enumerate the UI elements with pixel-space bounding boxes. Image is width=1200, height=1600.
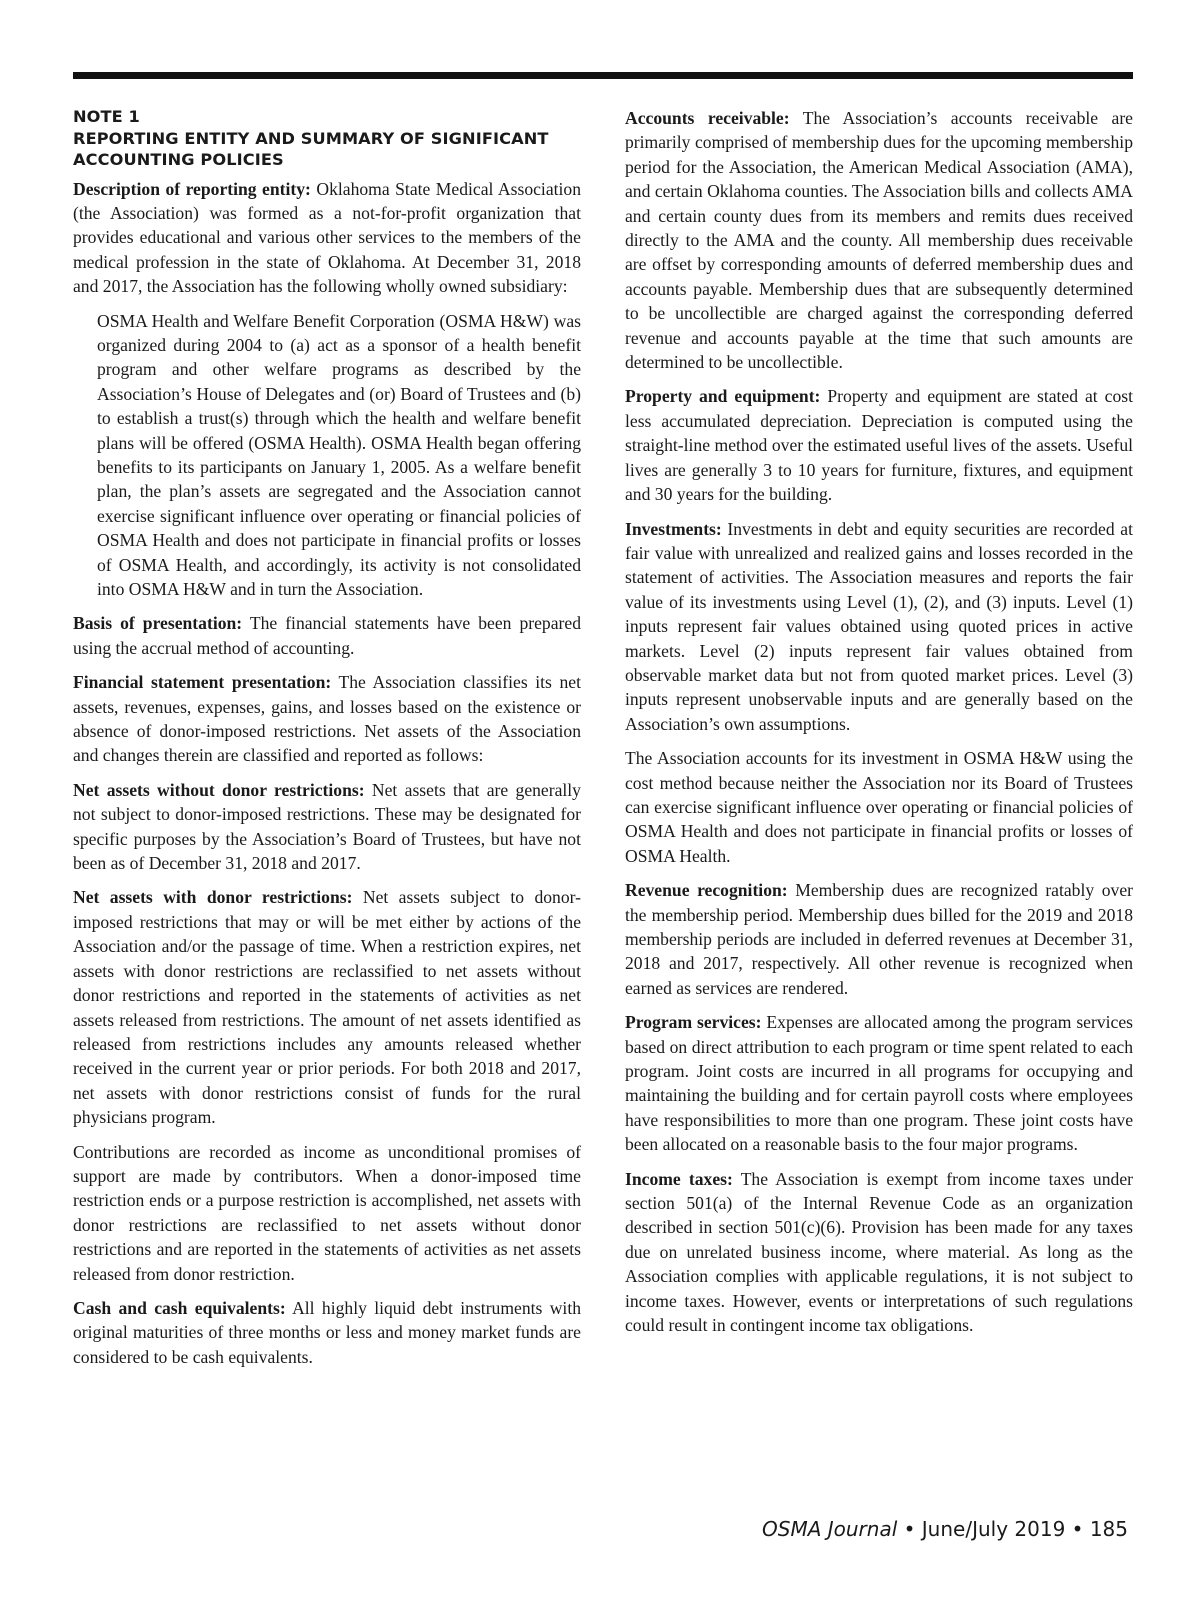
note-title-line2: ACCOUNTING POLICIES	[73, 150, 284, 169]
heading-net-assets-without: Net assets without donor restrictions:	[73, 779, 365, 800]
paragraph-description	[73, 177, 581, 299]
paragraph-net-assets-with	[73, 885, 581, 1129]
heading-net-assets-with: Net assets with donor restrictions:	[73, 887, 353, 908]
text-net-assets-with: Net assets subject to donor-imposed restrictions that may or will be met either by actions of the Association and/or the passage of time. When a restriction expires, net assets with donor restrictions are reclassified to net assets without donor restrictions and reported in the statements of activities as net assets released from restrictions. The amount of net assets identified as released from restrictions includes any amounts released whether received in the current year or prior periods. For both 2018 and 2017, net assets with donor restrictions consist of funds for the rural physicians program.	[73, 887, 582, 1128]
paragraph-investments-cost-method: The Association accounts for its investment in OSMA H&W using the cost method because neither the Association nor its Board of Trustees can exercise significant influence over operating or financial policies of OSMA Health and does not participate in financial profits or losses of OSMA Health.	[625, 748, 1133, 866]
page-number: 185	[1089, 1517, 1128, 1541]
text-investments: Investments in debt and equity securities are recorded at fair value with unrealized and realized gains and losses recorded in the statement of activities. The Association measures and reports the fair value of its investments using Level (1), (2), and (3) inputs. Level (1) inputs represent fair values obtained using quoted prices in active markets. Level (2) inputs represent fair values obtained from observable market data but not from quoted market prices. Level (3) inputs represent unobservable inputs and are generally based on the Association’s own assumptions.	[625, 518, 1133, 734]
note-title-line1: REPORTING ENTITY AND SUMMARY OF SIGNIFICANT	[73, 128, 549, 148]
heading-investments: Investments:	[625, 518, 722, 539]
heading-description: Description of reporting entity:	[73, 178, 311, 199]
top-rule	[73, 72, 1133, 79]
paragraph-revenue-recognition	[625, 878, 1133, 1000]
heading-income-taxes: Income taxes:	[625, 1168, 733, 1189]
left-column	[73, 106, 581, 1379]
heading-program-services: Program services:	[625, 1012, 762, 1033]
paragraph-subsidiary: OSMA Health and Welfare Benefit Corporation (OSMA H&W) was organized during 2004 to (a) act as a sponsor of a health benefit program and other welfare programs as described by the Association’s House of Delegates and (or) Board of Trustees and (b) to establish a trust(s) through which the health and welfare benefit plans will be offered (OSMA Health). OSMA Health began offering benefits to its participants on January 1, 2005. As a welfare benefit plan, the plan’s assets are segregated and the Association cannot exercise significant influence over operating or financial policies of OSMA Health and does not participate in financial profits or losses of OSMA Health, and accordingly, its activity is not consolidated into OSMA H&W and in turn the Association.	[97, 310, 581, 599]
footer-separator: •	[897, 1517, 922, 1541]
note-number: NOTE 1	[73, 107, 140, 126]
paragraph-accounts-receivable	[625, 106, 1133, 374]
heading-cash: Cash and cash equivalents:	[73, 1297, 286, 1318]
footer-separator: •	[1065, 1517, 1090, 1541]
heading-accounts-receivable: Accounts receivable:	[625, 108, 790, 128]
heading-revenue-recognition: Revenue recognition:	[625, 880, 788, 901]
text-program-services: Expenses are allocated among the program services based on direct attribution to each program or time spent related to each program. Joint costs are incurred in all programs for occupying and maintaining the building and for certain payroll costs where employees have responsibilities to more than one program. These joint costs have been allocated on a reasonable basis to the four major programs.	[625, 1012, 1134, 1155]
heading-property-equipment: Property and equipment:	[625, 386, 821, 407]
paragraph-income-taxes	[625, 1167, 1133, 1338]
paragraph-basis	[73, 611, 581, 660]
right-column	[625, 106, 1133, 1348]
heading-financial-statement: Financial statement presentation:	[73, 672, 332, 693]
journal-name: OSMA Journal	[762, 1517, 898, 1541]
text-revenue-recognition: Membership dues are recognized ratably over the membership period. Membership dues billed for the 2019 and 2018 membership periods are included in deferred revenues at December 31, 2018 and 2017, respectively. All other revenue is recognized when earned as services are rendered.	[625, 880, 1133, 998]
paragraph-net-assets-without	[73, 778, 581, 876]
note-heading	[73, 106, 581, 171]
text-basis: The financial statements have been prepared using the accrual method of accounting.	[73, 613, 581, 658]
heading-basis: Basis of presentation:	[73, 613, 243, 634]
paragraph-cash	[73, 1296, 581, 1369]
paragraph-property-equipment	[625, 384, 1133, 506]
text-net-assets-without: Net assets that are generally not subject to donor-imposed restrictions. These may be designated for specific purposes by the Association’s Board of Trustees, but have not been as of December 31, 2018 and 2017.	[73, 779, 581, 874]
text-income-taxes: The Association is exempt from income taxes under section 501(a) of the Internal Revenue Code as an organization described in section 501(c)(6). Provision has been made for any taxes due on unrelated business income, where material. As long as the Association complies with applicable regulations, it is not subject to income taxes. However, events or interpretations of such regulations could result in contingent income tax obligations.	[625, 1168, 1133, 1336]
paragraph-financial-statement	[73, 670, 581, 768]
text-property-equipment: Property and equipment are stated at cost less accumulated depreciation. Depreciation is computed using the straight-line method over the estimated useful lives of the assets. Useful lives are generally 3 to 10 years for furniture, fixtures, and equipment and 30 years for the building.	[625, 386, 1133, 505]
paragraph-investments	[625, 517, 1133, 737]
text-accounts-receivable: The Association’s accounts receivable are primarily comprised of membership dues for the upcoming membership period for the Association, the American Medical Association (AMA), and certain Oklahoma counties. The Association bills and collects AMA and certain county dues from its members and remits dues received directly to the AMA and the county. All membership dues receivable are offset by corresponding amounts of deferred membership dues and accounts payable. Membership dues that are subsequently determined to be uncollectible are charged against the corresponding deferred revenue and accounts payable at the time that such amounts are determined to be uncollectible.	[625, 108, 1133, 373]
text-cash: All highly liquid debt instruments with original maturities of three months or less and money market funds are considered to be cash equivalents.	[73, 1297, 582, 1367]
paragraph-program-services	[625, 1010, 1133, 1156]
text-description: Oklahoma State Medical Association (the Association) was formed as a not-for-profit organization that provides educational and various other services to the members of the medical profession in the state of Oklahoma. At December 31, 2018 and 2017, the Association has the following wholly owned subsidiary:	[73, 178, 581, 297]
text-financial-statement: The Association classifies its net assets, revenues, expenses, gains, and losses based on the existence or absence of donor-imposed restrictions. Net assets of the Association and changes therein are classified and reported as follows:	[73, 672, 581, 766]
paragraph-contributions: Contributions are recorded as income as unconditional promises of support are made by contributors. When a donor-imposed time restriction ends or a purpose restriction is accomplished, net assets with donor restrictions are reclassified to net assets without donor restrictions and are reported in the statements of activities as net assets released from donor restriction.	[73, 1141, 581, 1284]
page-footer	[762, 1517, 1128, 1541]
issue-date: June/July 2019	[921, 1517, 1066, 1541]
